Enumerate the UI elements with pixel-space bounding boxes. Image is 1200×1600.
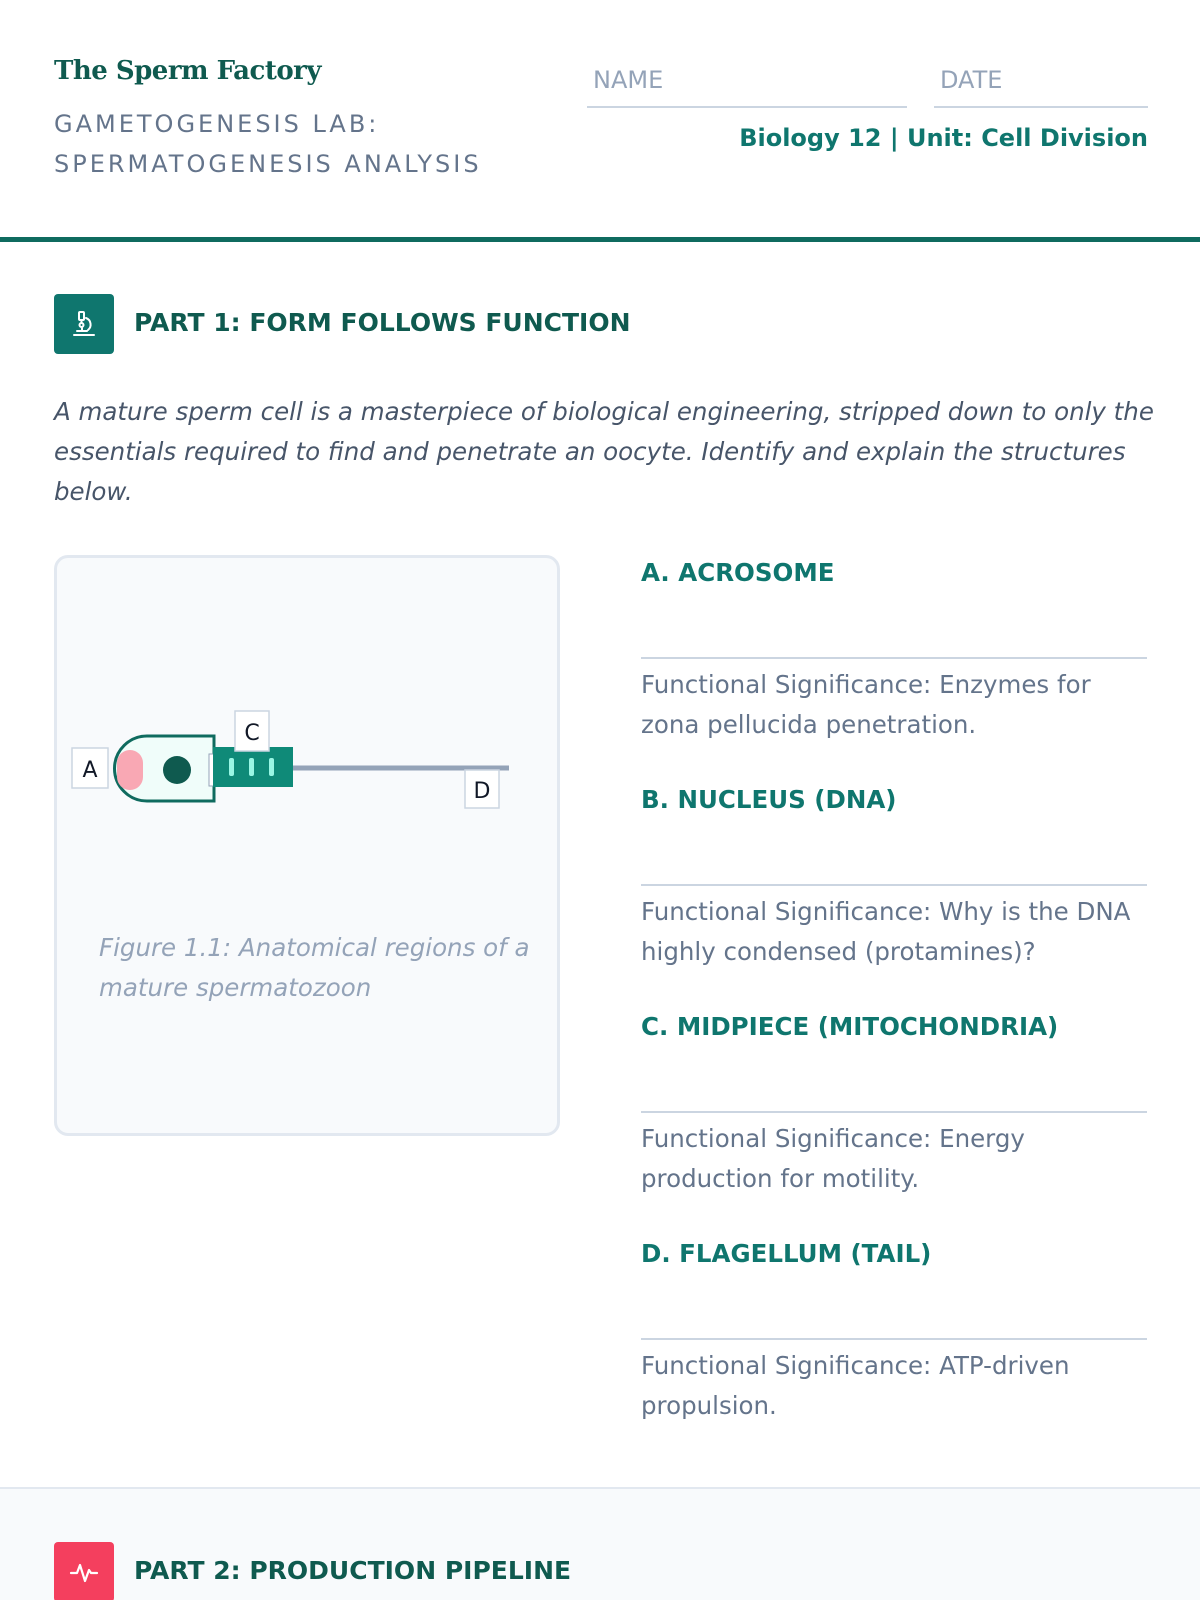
structure-hint: Functional Significance: Why is the DNA highly condensed (protamines)? xyxy=(641,897,1131,966)
structure-hint: Functional Significance: Enzymes for zona pellucida penetration. xyxy=(641,670,1091,739)
name-field[interactable]: NAME xyxy=(587,64,907,108)
answer-line[interactable] xyxy=(641,1338,1147,1340)
sperm-figure xyxy=(54,555,560,1136)
microscope-icon xyxy=(54,294,114,354)
structure-label: D. FLAGELLUM (TAIL) xyxy=(641,1239,932,1268)
part2-heading xyxy=(54,1542,1054,1600)
label-a: A xyxy=(82,758,98,783)
structure-midpiece xyxy=(641,1007,1147,1193)
answer-line[interactable] xyxy=(641,884,1147,886)
structure-label: B. NUCLEUS (DNA) xyxy=(641,785,897,814)
answer-line[interactable] xyxy=(641,1111,1147,1113)
part1-heading xyxy=(54,294,1054,354)
lab-subtitle: GAMETOGENESIS LAB: SPERMATOGENESIS ANALYSIS xyxy=(54,110,482,178)
structure-nucleus xyxy=(641,780,1147,966)
part1-title: PART 1: FORM FOLLOWS FUNCTION xyxy=(134,308,631,337)
worksheet-header xyxy=(0,0,1200,242)
acrosome-shape xyxy=(117,750,143,790)
sperm-diagram xyxy=(57,558,563,1139)
part1-intro: A mature sperm cell is a masterpiece of biological engineering, stripped down to only the essentials required to find and penetrate an oocyte. Identify and explain the structures below. xyxy=(54,397,1154,506)
pulse-icon xyxy=(54,1542,114,1600)
course-info: Biology 12 | Unit: Cell Division xyxy=(739,124,1148,152)
mitochondria-mark xyxy=(269,758,274,776)
mitochondria-mark xyxy=(229,758,234,776)
structure-label: A. ACROSOME xyxy=(641,558,835,587)
label-c: C xyxy=(244,721,260,746)
structure-hint: Functional Significance: Energy production for motility. xyxy=(641,1124,1025,1193)
date-field[interactable]: DATE xyxy=(934,64,1148,108)
structure-label: C. MIDPIECE (MITOCHONDRIA) xyxy=(641,1012,1059,1041)
brand-title: The Sperm Factory xyxy=(54,56,321,86)
part2-title: PART 2: PRODUCTION PIPELINE xyxy=(134,1556,572,1585)
figure-caption: Figure 1.1: Anatomical regions of a mature spermatozoon xyxy=(99,933,530,1002)
mitochondria-mark xyxy=(249,758,254,776)
structure-hint: Functional Significance: ATP-driven propulsion. xyxy=(641,1351,1070,1420)
label-d: D xyxy=(473,779,491,804)
structure-flagellum xyxy=(641,1234,1147,1420)
structure-acrosome xyxy=(641,553,1147,739)
answer-line[interactable] xyxy=(641,657,1147,659)
nucleus-shape xyxy=(163,756,191,784)
